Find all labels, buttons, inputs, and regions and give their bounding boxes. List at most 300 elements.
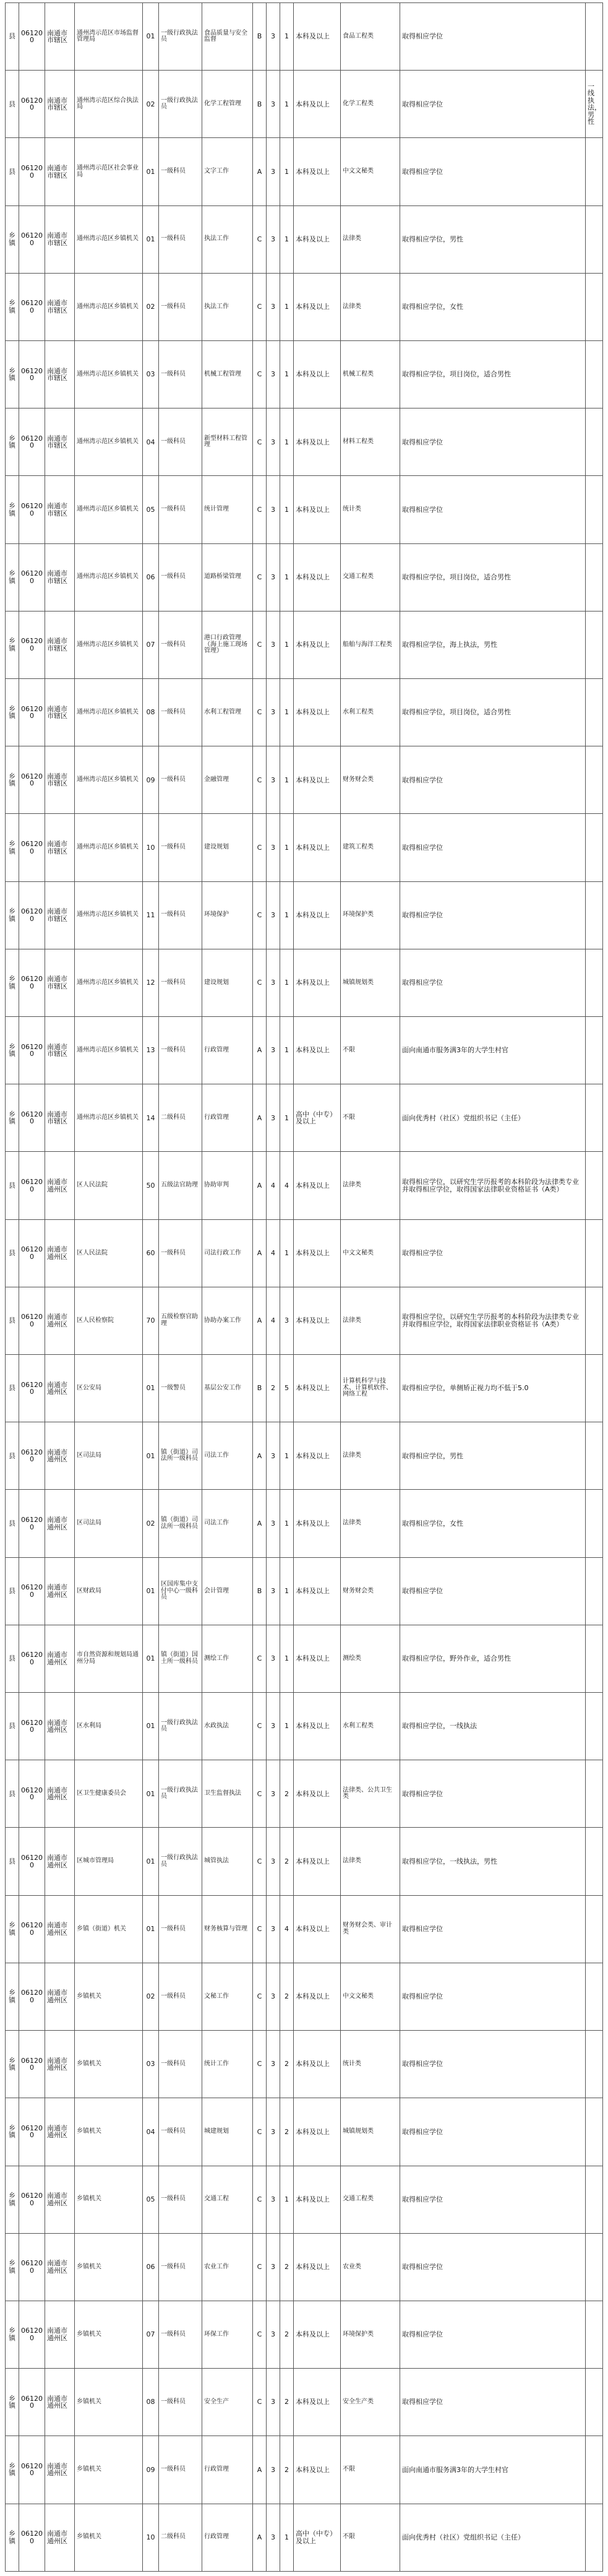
cell-requirement: 取得相应学位，一线执法，男性 bbox=[400, 1828, 586, 1895]
cell-level: 乡镇 bbox=[6, 1017, 19, 1084]
cell-duty: 环保工作 bbox=[202, 2301, 253, 2368]
cell-requirement: 取得相应学位 bbox=[400, 949, 586, 1016]
cell-ratio: 3 bbox=[267, 2436, 280, 2504]
cell-requirement: 取得相应学位，一线执法 bbox=[400, 1693, 586, 1760]
cell-category: C bbox=[253, 2369, 267, 2436]
cell-requirement: 面向优秀村（社区）党组织书记（主任） bbox=[400, 1084, 586, 1152]
cell-remark bbox=[586, 881, 603, 949]
cell-duty: 会计管理 bbox=[202, 1557, 253, 1625]
cell-unit: 乡镇机关 bbox=[75, 2436, 143, 2504]
cell-ratio: 3 bbox=[267, 2098, 280, 2166]
table-row bbox=[6, 3, 603, 71]
cell-position-title: 一级科员 bbox=[159, 881, 202, 949]
cell-area: 南通市市辖区 bbox=[45, 679, 75, 746]
cell-code: 061200 bbox=[19, 611, 45, 678]
cell-area: 南通市市辖区 bbox=[45, 341, 75, 408]
cell-major: 测绘类 bbox=[341, 1625, 400, 1692]
cell-area: 南通市通州区 bbox=[45, 1219, 75, 1287]
table-row bbox=[6, 2166, 603, 2233]
cell-code: 061200 bbox=[19, 1828, 45, 1895]
cell-remark bbox=[586, 1828, 603, 1895]
cell-position-code: 12 bbox=[143, 949, 159, 1016]
cell-code: 061200 bbox=[19, 814, 45, 881]
table-row bbox=[6, 138, 603, 205]
cell-position-code: 06 bbox=[143, 2233, 159, 2301]
cell-education: 本科及以上 bbox=[294, 341, 341, 408]
cell-duty: 环境保护 bbox=[202, 881, 253, 949]
cell-position-title: 一级行政执法员 bbox=[159, 71, 202, 138]
cell-code: 061200 bbox=[19, 1355, 45, 1422]
cell-position-title: 一级科员 bbox=[159, 205, 202, 273]
cell-unit: 通州湾示范区乡镇机关 bbox=[75, 205, 143, 273]
cell-level: 乡镇 bbox=[6, 2504, 19, 2571]
cell-unit: 区司法局 bbox=[75, 1422, 143, 1490]
cell-education: 高中（中专）及以上 bbox=[294, 1084, 341, 1152]
cell-code: 061200 bbox=[19, 2369, 45, 2436]
cell-position-title: 一级科员 bbox=[159, 2369, 202, 2436]
cell-duty: 水利工程管理 bbox=[202, 679, 253, 746]
cell-position-title: 五级检察官助理 bbox=[159, 1287, 202, 1354]
cell-ratio: 3 bbox=[267, 138, 280, 205]
cell-count: 1 bbox=[280, 1422, 294, 1490]
cell-major: 法律类 bbox=[341, 205, 400, 273]
cell-education: 本科及以上 bbox=[294, 949, 341, 1016]
cell-ratio: 3 bbox=[267, 408, 280, 476]
cell-education: 高中（中专）及以上 bbox=[294, 2504, 341, 2571]
cell-ratio: 3 bbox=[267, 1828, 280, 1895]
cell-level: 乡镇 bbox=[6, 611, 19, 678]
table-row bbox=[6, 1557, 603, 1625]
cell-area: 南通市通州区 bbox=[45, 1355, 75, 1422]
cell-position-title: 一级科员 bbox=[159, 814, 202, 881]
cell-major: 财务财会类 bbox=[341, 746, 400, 814]
cell-count: 1 bbox=[280, 2166, 294, 2233]
cell-requirement: 取得相应学位，以研究生学历报考的本科阶段为法律类专业并取得相应学位，取得国家法律职业资格证书（A类） bbox=[400, 1152, 586, 1219]
cell-category: C bbox=[253, 2098, 267, 2166]
table-row bbox=[6, 1152, 603, 1219]
cell-requirement: 取得相应学位 bbox=[400, 3, 586, 71]
cell-count: 1 bbox=[280, 746, 294, 814]
cell-unit: 通州湾示范区乡镇机关 bbox=[75, 273, 143, 340]
cell-requirement: 取得相应学位，单侧矫正视力均不低于5.0 bbox=[400, 1355, 586, 1422]
cell-count: 1 bbox=[280, 3, 294, 71]
cell-major: 法律类 bbox=[341, 1287, 400, 1354]
cell-count: 2 bbox=[280, 2098, 294, 2166]
cell-requirement: 取得相应学位 bbox=[400, 1895, 586, 1963]
cell-duty: 司法行政工作 bbox=[202, 1219, 253, 1287]
cell-requirement: 取得相应学位 bbox=[400, 2301, 586, 2368]
cell-category: C bbox=[253, 1625, 267, 1692]
cell-position-code: 02 bbox=[143, 1963, 159, 2030]
cell-level: 县 bbox=[6, 71, 19, 138]
cell-requirement: 取得相应学位 bbox=[400, 2369, 586, 2436]
cell-unit: 乡镇机关 bbox=[75, 2031, 143, 2098]
cell-requirement: 取得相应学位，以研究生学历报考的本科阶段为法律类专业并取得相应学位，取得国家法律职业资格证书（A类） bbox=[400, 1287, 586, 1354]
cell-duty: 行政管理 bbox=[202, 2504, 253, 2571]
cell-ratio: 3 bbox=[267, 341, 280, 408]
cell-level: 县 bbox=[6, 1422, 19, 1490]
cell-remark bbox=[586, 205, 603, 273]
cell-count: 1 bbox=[280, 611, 294, 678]
cell-remark bbox=[586, 2233, 603, 2301]
cell-position-title: 一级科员 bbox=[159, 2031, 202, 2098]
cell-category: A bbox=[253, 138, 267, 205]
cell-level: 乡镇 bbox=[6, 746, 19, 814]
cell-position-code: 01 bbox=[143, 1422, 159, 1490]
cell-education: 本科及以上 bbox=[294, 1895, 341, 1963]
cell-unit: 乡镇机关 bbox=[75, 1963, 143, 2030]
cell-position-title: 一级科员 bbox=[159, 2233, 202, 2301]
cell-position-code: 01 bbox=[143, 205, 159, 273]
cell-duty: 司法工作 bbox=[202, 1422, 253, 1490]
cell-count: 1 bbox=[280, 1084, 294, 1152]
cell-position-title: 一级科员 bbox=[159, 1963, 202, 2030]
cell-major: 船舶与海洋工程类 bbox=[341, 611, 400, 678]
cell-ratio: 3 bbox=[267, 949, 280, 1016]
cell-duty: 化学工程管理 bbox=[202, 71, 253, 138]
table-row bbox=[6, 408, 603, 476]
cell-area: 南通市市辖区 bbox=[45, 1084, 75, 1152]
cell-area: 南通市通州区 bbox=[45, 2436, 75, 2504]
cell-position-code: 01 bbox=[143, 1355, 159, 1422]
table-row bbox=[6, 71, 603, 138]
cell-requirement: 取得相应学位 bbox=[400, 2098, 586, 2166]
cell-requirement: 取得相应学位，男性 bbox=[400, 1422, 586, 1490]
cell-unit: 通州湾示范区乡镇机关 bbox=[75, 949, 143, 1016]
cell-ratio: 3 bbox=[267, 2369, 280, 2436]
cell-code: 061200 bbox=[19, 2436, 45, 2504]
cell-count: 1 bbox=[280, 2504, 294, 2571]
cell-ratio: 3 bbox=[267, 2301, 280, 2368]
cell-requirement: 取得相应学位 bbox=[400, 71, 586, 138]
cell-duty: 文秘工作 bbox=[202, 1963, 253, 2030]
cell-position-code: 01 bbox=[143, 1693, 159, 1760]
cell-category: A bbox=[253, 2504, 267, 2571]
cell-count: 1 bbox=[280, 543, 294, 611]
cell-level: 县 bbox=[6, 1490, 19, 1557]
cell-level: 县 bbox=[6, 1152, 19, 1219]
cell-requirement: 取得相应学位，女性 bbox=[400, 1490, 586, 1557]
cell-education: 本科及以上 bbox=[294, 1287, 341, 1354]
cell-education: 本科及以上 bbox=[294, 408, 341, 476]
cell-duty: 水政执法 bbox=[202, 1693, 253, 1760]
cell-position-code: 07 bbox=[143, 611, 159, 678]
cell-education: 本科及以上 bbox=[294, 543, 341, 611]
cell-count: 1 bbox=[280, 1490, 294, 1557]
cell-unit: 通州湾示范区乡镇机关 bbox=[75, 881, 143, 949]
table-row bbox=[6, 1084, 603, 1152]
cell-position-title: 一级科员 bbox=[159, 611, 202, 678]
cell-area: 南通市市辖区 bbox=[45, 881, 75, 949]
cell-remark bbox=[586, 341, 603, 408]
cell-level: 县 bbox=[6, 3, 19, 71]
cell-duty: 行政管理 bbox=[202, 1017, 253, 1084]
cell-count: 1 bbox=[280, 1625, 294, 1692]
cell-position-title: 一级科员 bbox=[159, 1895, 202, 1963]
cell-area: 南通市市辖区 bbox=[45, 476, 75, 543]
cell-duty: 城管执法 bbox=[202, 1828, 253, 1895]
cell-education: 本科及以上 bbox=[294, 1625, 341, 1692]
cell-education: 本科及以上 bbox=[294, 1152, 341, 1219]
cell-area: 南通市市辖区 bbox=[45, 138, 75, 205]
cell-area: 南通市通州区 bbox=[45, 1557, 75, 1625]
cell-unit: 乡镇机关 bbox=[75, 2369, 143, 2436]
cell-count: 2 bbox=[280, 2369, 294, 2436]
cell-code: 061200 bbox=[19, 1422, 45, 1490]
cell-duty: 建设规划 bbox=[202, 814, 253, 881]
cell-unit: 通州湾示范区乡镇机关 bbox=[75, 476, 143, 543]
cell-unit: 乡镇机关 bbox=[75, 2504, 143, 2571]
table-row bbox=[6, 341, 603, 408]
table-row bbox=[6, 2301, 603, 2368]
cell-remark bbox=[586, 1963, 603, 2030]
cell-position-title: 一级科员 bbox=[159, 408, 202, 476]
cell-ratio: 3 bbox=[267, 1625, 280, 1692]
cell-requirement: 取得相应学位，野外作业，适合男性 bbox=[400, 1625, 586, 1692]
cell-category: B bbox=[253, 71, 267, 138]
cell-ratio: 3 bbox=[267, 1693, 280, 1760]
cell-category: B bbox=[253, 1557, 267, 1625]
cell-code: 061200 bbox=[19, 1017, 45, 1084]
table-row bbox=[6, 1219, 603, 1287]
cell-position-code: 05 bbox=[143, 2166, 159, 2233]
cell-requirement: 取得相应学位，男性 bbox=[400, 205, 586, 273]
cell-education: 本科及以上 bbox=[294, 2098, 341, 2166]
cell-remark bbox=[586, 2436, 603, 2504]
table-row bbox=[6, 1625, 603, 1692]
cell-category: C bbox=[253, 949, 267, 1016]
cell-duty: 农业工作 bbox=[202, 2233, 253, 2301]
cell-position-code: 50 bbox=[143, 1152, 159, 1219]
cell-remark bbox=[586, 1084, 603, 1152]
cell-category: C bbox=[253, 408, 267, 476]
cell-education: 本科及以上 bbox=[294, 814, 341, 881]
table-row bbox=[6, 814, 603, 881]
cell-ratio: 3 bbox=[267, 881, 280, 949]
cell-position-code: 01 bbox=[143, 1557, 159, 1625]
cell-code: 061200 bbox=[19, 881, 45, 949]
cell-count: 1 bbox=[280, 1693, 294, 1760]
cell-unit: 区水利局 bbox=[75, 1693, 143, 1760]
cell-level: 县 bbox=[6, 1219, 19, 1287]
cell-education: 本科及以上 bbox=[294, 611, 341, 678]
cell-unit: 乡镇（街道）机关 bbox=[75, 1895, 143, 1963]
table-row bbox=[6, 2369, 603, 2436]
cell-remark bbox=[586, 1625, 603, 1692]
cell-category: A bbox=[253, 1287, 267, 1354]
cell-area: 南通市通州区 bbox=[45, 1693, 75, 1760]
cell-remark bbox=[586, 476, 603, 543]
cell-position-title: 一级科员 bbox=[159, 746, 202, 814]
cell-ratio: 4 bbox=[267, 1219, 280, 1287]
cell-major: 法律类 bbox=[341, 1490, 400, 1557]
cell-ratio: 3 bbox=[267, 1557, 280, 1625]
cell-code: 061200 bbox=[19, 1895, 45, 1963]
cell-position-title: 二级科员 bbox=[159, 2504, 202, 2571]
cell-position-code: 11 bbox=[143, 881, 159, 949]
cell-remark bbox=[586, 2031, 603, 2098]
cell-area: 南通市市辖区 bbox=[45, 71, 75, 138]
cell-ratio: 3 bbox=[267, 1895, 280, 1963]
cell-category: C bbox=[253, 205, 267, 273]
cell-duty: 交通工程 bbox=[202, 2166, 253, 2233]
cell-requirement: 取得相应学位 bbox=[400, 476, 586, 543]
cell-requirement: 面向南通市服务满3年的大学生村官 bbox=[400, 1017, 586, 1084]
cell-remark bbox=[586, 1219, 603, 1287]
cell-duty: 文字工作 bbox=[202, 138, 253, 205]
cell-code: 061200 bbox=[19, 2166, 45, 2233]
cell-count: 1 bbox=[280, 1557, 294, 1625]
cell-position-code: 09 bbox=[143, 2436, 159, 2504]
cell-unit: 区城市管理局 bbox=[75, 1828, 143, 1895]
cell-requirement: 取得相应学位，项目岗位，适合男性 bbox=[400, 543, 586, 611]
cell-unit: 通州湾示范区乡镇机关 bbox=[75, 611, 143, 678]
cell-code: 061200 bbox=[19, 1760, 45, 1828]
cell-category: C bbox=[253, 2031, 267, 2098]
cell-category: A bbox=[253, 1152, 267, 1219]
cell-area: 南通市市辖区 bbox=[45, 3, 75, 71]
cell-major: 法律类 bbox=[341, 1152, 400, 1219]
cell-unit: 通州湾示范区乡镇机关 bbox=[75, 1084, 143, 1152]
cell-education: 本科及以上 bbox=[294, 3, 341, 71]
cell-major: 不限 bbox=[341, 2436, 400, 2504]
cell-ratio: 3 bbox=[267, 2233, 280, 2301]
cell-requirement: 取得相应学位 bbox=[400, 1760, 586, 1828]
cell-position-code: 02 bbox=[143, 1490, 159, 1557]
cell-remark bbox=[586, 1287, 603, 1354]
cell-category: B bbox=[253, 3, 267, 71]
cell-level: 县 bbox=[6, 1557, 19, 1625]
table-body bbox=[6, 3, 603, 2572]
cell-unit: 通州湾示范区乡镇机关 bbox=[75, 814, 143, 881]
cell-area: 南通市通州区 bbox=[45, 2233, 75, 2301]
cell-code: 061200 bbox=[19, 476, 45, 543]
cell-major: 法律类、公共卫生类 bbox=[341, 1760, 400, 1828]
cell-position-code: 07 bbox=[143, 2301, 159, 2368]
table-row bbox=[6, 2233, 603, 2301]
cell-category: A bbox=[253, 1017, 267, 1084]
cell-duty: 统计工作 bbox=[202, 2031, 253, 2098]
table-row bbox=[6, 1693, 603, 1760]
cell-requirement: 取得相应学位 bbox=[400, 1963, 586, 2030]
cell-duty: 城建规划 bbox=[202, 2098, 253, 2166]
cell-count: 1 bbox=[280, 71, 294, 138]
cell-category: A bbox=[253, 1490, 267, 1557]
cell-category: C bbox=[253, 543, 267, 611]
cell-duty: 机械工程管理 bbox=[202, 341, 253, 408]
cell-major: 不限 bbox=[341, 2504, 400, 2571]
cell-education: 本科及以上 bbox=[294, 679, 341, 746]
cell-code: 061200 bbox=[19, 408, 45, 476]
cell-ratio: 3 bbox=[267, 71, 280, 138]
cell-remark bbox=[586, 1355, 603, 1422]
cell-unit: 乡镇机关 bbox=[75, 2098, 143, 2166]
cell-remark bbox=[586, 2504, 603, 2571]
cell-education: 本科及以上 bbox=[294, 746, 341, 814]
cell-code: 061200 bbox=[19, 1963, 45, 2030]
cell-area: 南通市通州区 bbox=[45, 1152, 75, 1219]
cell-count: 5 bbox=[280, 1355, 294, 1422]
cell-category: C bbox=[253, 1828, 267, 1895]
table-row bbox=[6, 1963, 603, 2030]
cell-major: 水利工程类 bbox=[341, 679, 400, 746]
cell-count: 4 bbox=[280, 1152, 294, 1219]
cell-category: C bbox=[253, 1693, 267, 1760]
cell-position-title: 镇（街道）司法所一级科员 bbox=[159, 1490, 202, 1557]
cell-position-title: 一级科员 bbox=[159, 1017, 202, 1084]
cell-level: 乡镇 bbox=[6, 476, 19, 543]
cell-position-title: 一级科员 bbox=[159, 2301, 202, 2368]
cell-unit: 通州湾示范区乡镇机关 bbox=[75, 408, 143, 476]
cell-position-code: 70 bbox=[143, 1287, 159, 1354]
cell-major: 计算机科学与技术、计算机软件、网络工程 bbox=[341, 1355, 400, 1422]
cell-level: 乡镇 bbox=[6, 341, 19, 408]
cell-major: 不限 bbox=[341, 1084, 400, 1152]
cell-education: 本科及以上 bbox=[294, 1355, 341, 1422]
cell-requirement: 取得相应学位 bbox=[400, 1219, 586, 1287]
cell-count: 1 bbox=[280, 273, 294, 340]
cell-category: C bbox=[253, 476, 267, 543]
cell-position-title: 区国库集中支付中心一级科员 bbox=[159, 1557, 202, 1625]
cell-ratio: 3 bbox=[267, 2031, 280, 2098]
cell-area: 南通市市辖区 bbox=[45, 611, 75, 678]
cell-requirement: 面向优秀村（社区）党组织书记（主任） bbox=[400, 2504, 586, 2571]
cell-area: 南通市通州区 bbox=[45, 1422, 75, 1490]
cell-major: 统计类 bbox=[341, 476, 400, 543]
cell-unit: 区财政局 bbox=[75, 1557, 143, 1625]
table-row bbox=[6, 1895, 603, 1963]
cell-code: 061200 bbox=[19, 273, 45, 340]
cell-level: 县 bbox=[6, 1625, 19, 1692]
cell-ratio: 3 bbox=[267, 273, 280, 340]
cell-major: 建筑工程类 bbox=[341, 814, 400, 881]
cell-level: 乡镇 bbox=[6, 679, 19, 746]
cell-duty: 道路桥梁管理 bbox=[202, 543, 253, 611]
table-row bbox=[6, 949, 603, 1016]
cell-category: C bbox=[253, 2233, 267, 2301]
cell-unit: 通州湾示范区乡镇机关 bbox=[75, 543, 143, 611]
cell-position-title: 五级法官助理 bbox=[159, 1152, 202, 1219]
cell-area: 南通市通州区 bbox=[45, 1287, 75, 1354]
cell-education: 本科及以上 bbox=[294, 1693, 341, 1760]
cell-position-code: 08 bbox=[143, 679, 159, 746]
cell-level: 县 bbox=[6, 138, 19, 205]
cell-major: 财务财会类 bbox=[341, 1557, 400, 1625]
cell-major: 法律类 bbox=[341, 1828, 400, 1895]
cell-unit: 乡镇机关 bbox=[75, 2301, 143, 2368]
cell-ratio: 3 bbox=[267, 746, 280, 814]
cell-major: 食品工程类 bbox=[341, 3, 400, 71]
cell-code: 061200 bbox=[19, 1557, 45, 1625]
cell-area: 南通市市辖区 bbox=[45, 814, 75, 881]
cell-unit: 区司法局 bbox=[75, 1490, 143, 1557]
cell-duty: 卫生监督执法 bbox=[202, 1760, 253, 1828]
cell-position-title: 镇（街道）司法所一级科员 bbox=[159, 1422, 202, 1490]
cell-ratio: 3 bbox=[267, 611, 280, 678]
cell-education: 本科及以上 bbox=[294, 2031, 341, 2098]
cell-count: 1 bbox=[280, 476, 294, 543]
cell-code: 061200 bbox=[19, 138, 45, 205]
cell-unit: 通州湾示范区乡镇机关 bbox=[75, 746, 143, 814]
cell-count: 2 bbox=[280, 1828, 294, 1895]
table-row bbox=[6, 1422, 603, 1490]
cell-major: 中文文秘类 bbox=[341, 1963, 400, 2030]
cell-requirement: 取得相应学位 bbox=[400, 1557, 586, 1625]
cell-code: 061200 bbox=[19, 1219, 45, 1287]
cell-position-code: 03 bbox=[143, 2031, 159, 2098]
cell-requirement: 取得相应学位 bbox=[400, 814, 586, 881]
cell-unit: 区公安局 bbox=[75, 1355, 143, 1422]
